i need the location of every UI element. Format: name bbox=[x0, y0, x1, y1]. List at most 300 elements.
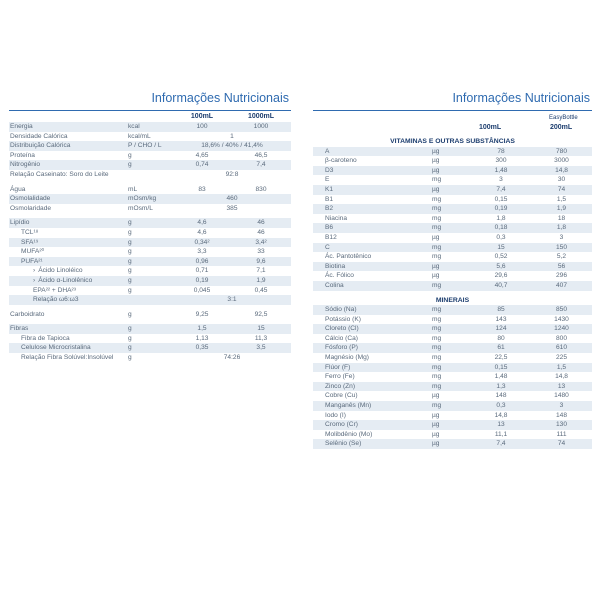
nutrient-label-text: Distribuição Calórica bbox=[10, 142, 71, 150]
nutrient-unit: µg bbox=[432, 233, 440, 241]
nutrient-value-100ml: 0,34² bbox=[173, 238, 231, 248]
nutrient-unit: mg bbox=[432, 334, 442, 342]
nutrient-value-200ml: 780 bbox=[531, 147, 592, 157]
nutrient-label: K1 bbox=[313, 185, 431, 195]
nutrient-label bbox=[9, 286, 127, 296]
nutrient-label: D3 bbox=[313, 166, 431, 176]
nutrient-label: Cromo (Cr) bbox=[313, 420, 431, 430]
nutrient-value-100ml: 0,19 bbox=[173, 276, 231, 286]
nutrient-row bbox=[313, 401, 592, 411]
nutrient-label-text: Relação Fibra Solúvel:Insolúvel bbox=[21, 354, 114, 362]
nutrient-unit: mg bbox=[432, 214, 442, 222]
nutrient-value-200ml: 1,8 bbox=[531, 223, 592, 233]
nutrient-row bbox=[313, 430, 592, 440]
nutrient-value-100ml: 0,96 bbox=[173, 257, 231, 267]
nutrient-unit: mL bbox=[128, 185, 138, 193]
nutrient-label bbox=[9, 247, 127, 257]
nutrient-label-text: TCL¹⁸ bbox=[21, 228, 39, 236]
nutrient-label bbox=[9, 276, 127, 286]
nutrient-value-100ml: 143 bbox=[495, 315, 507, 323]
nutrient-unit: g bbox=[127, 160, 173, 170]
nutrient-unit: µg bbox=[431, 262, 471, 272]
nutrient-value-100ml: 3,3 bbox=[197, 248, 207, 256]
nutrient-unit: mOsm/kg bbox=[127, 194, 173, 204]
nutrient-unit: g bbox=[127, 218, 173, 228]
nutrient-row bbox=[313, 147, 592, 157]
nutrient-row bbox=[9, 228, 291, 238]
nutrient-row bbox=[9, 286, 291, 296]
nutrient-label: Cloreto (Cl) bbox=[313, 324, 431, 334]
nutrient-unit: mg bbox=[432, 373, 442, 381]
nutrient-label: Cobre (Cu) bbox=[325, 392, 358, 400]
nutrient-value-200ml: 56 bbox=[531, 262, 592, 272]
nutrient-unit: g bbox=[128, 334, 132, 342]
nutrient-label: Cálcio (Ca) bbox=[325, 334, 358, 342]
nutrient-value-100ml: 15 bbox=[471, 243, 531, 253]
nutrient-value-200ml: 130 bbox=[531, 420, 592, 430]
nutrient-value-100ml: 85 bbox=[471, 305, 531, 315]
nutrient-row bbox=[9, 122, 291, 132]
nutrient-unit: mg bbox=[432, 176, 442, 184]
nutrient-value-200ml: 14,8 bbox=[531, 166, 592, 176]
nutrient-label bbox=[9, 141, 127, 151]
nutrient-value-200ml: 148 bbox=[555, 411, 567, 419]
nutrient-label: β-caroteno bbox=[325, 157, 357, 165]
nutrient-unit: µg bbox=[431, 185, 471, 195]
nutrient-unit: g bbox=[128, 310, 132, 318]
nutrient-row bbox=[313, 185, 592, 195]
nutrient-value-200ml: 225 bbox=[555, 354, 567, 362]
nutrient-label: Molibdênio (Mo) bbox=[325, 430, 373, 438]
nutrient-label-text: MUFA²⁰ bbox=[21, 248, 45, 256]
nutrient-value-200ml: 407 bbox=[531, 281, 592, 291]
nutrient-value-200ml: 1,5 bbox=[531, 363, 592, 373]
nutrient-label-text: Carboidrato bbox=[10, 310, 45, 318]
nutrient-row bbox=[313, 324, 592, 334]
nutrient-value-100ml: 0,3 bbox=[471, 401, 531, 411]
nutrient-row bbox=[9, 141, 291, 151]
nutrient-unit: mg bbox=[431, 204, 471, 214]
nutrient-label: B1 bbox=[325, 195, 334, 203]
nutrient-value-1000ml: 0,45 bbox=[254, 286, 268, 294]
nutrient-value-200ml: 30 bbox=[557, 176, 566, 184]
nutrient-unit: mg bbox=[431, 243, 471, 253]
nutrient-label-text: Ácido Linoléico bbox=[38, 267, 83, 275]
nutrient-value-1000ml: 1000 bbox=[231, 122, 291, 132]
nutrient-row bbox=[9, 257, 291, 267]
nutrient-value-100ml: 7,4 bbox=[471, 185, 531, 195]
nutrient-row bbox=[9, 160, 291, 170]
right-nutrition-table bbox=[313, 137, 592, 449]
nutrient-value-100ml: 13 bbox=[471, 420, 531, 430]
nutrient-unit: mg bbox=[432, 195, 442, 203]
left-table-header bbox=[9, 111, 291, 122]
nutrient-value-200ml: 13 bbox=[531, 382, 592, 392]
nutrient-row bbox=[9, 247, 291, 257]
nutrient-value-100ml: 7,4 bbox=[471, 439, 531, 449]
nutrient-label bbox=[9, 353, 127, 363]
nutrient-label bbox=[9, 170, 127, 180]
nutrient-row bbox=[9, 295, 291, 305]
nutrient-row bbox=[9, 310, 291, 320]
nutrient-unit: µg bbox=[432, 392, 440, 400]
nutrient-value-100ml: 300 bbox=[495, 157, 507, 165]
nutrient-unit: mg bbox=[432, 253, 442, 261]
nutrient-label-text: Fibras bbox=[10, 325, 29, 333]
nutrient-value-200ml: 1430 bbox=[554, 315, 569, 323]
nutrient-value-1000ml: 15 bbox=[231, 324, 291, 334]
nutrient-row bbox=[313, 305, 592, 315]
nutrient-value-100ml: 0,045 bbox=[193, 286, 211, 294]
nutrient-value-100ml: 0,15 bbox=[471, 363, 531, 373]
nutrient-value-100ml: 0,18 bbox=[471, 223, 531, 233]
nutrient-row bbox=[313, 343, 592, 353]
nutrient-label-text: Lipídio bbox=[10, 219, 30, 227]
nutrient-value-200ml: 3 bbox=[531, 401, 592, 411]
nutrient-row bbox=[313, 156, 592, 166]
nutrient-label: E bbox=[325, 176, 330, 184]
nutrient-value-100ml: 4,6 bbox=[197, 228, 207, 236]
nutrient-value-1000ml: 1,9 bbox=[231, 276, 291, 286]
nutrient-unit: g bbox=[127, 257, 173, 267]
nutrient-value-1000ml: 7,4 bbox=[231, 160, 291, 170]
nutrient-row bbox=[9, 343, 291, 353]
nutrient-label-text: Ácido α-Linolênico bbox=[38, 276, 93, 284]
nutrient-label-text: Fibra de Tapioca bbox=[21, 334, 70, 342]
nutrient-row bbox=[313, 204, 592, 214]
nutrient-unit: mg bbox=[432, 354, 442, 362]
nutrient-row bbox=[313, 281, 592, 291]
nutrient-value-200ml: 111 bbox=[556, 430, 567, 438]
nutrient-value-100ml: 0,15 bbox=[494, 195, 508, 203]
left-nutrition-table bbox=[9, 111, 291, 363]
nutrient-value-100ml: 0,71 bbox=[195, 267, 209, 275]
nutrient-value-100ml: 124 bbox=[471, 324, 531, 334]
nutrient-unit: mg bbox=[431, 281, 471, 291]
nutrient-value-200ml: 850 bbox=[531, 305, 592, 315]
nutrient-label: B12 bbox=[325, 233, 337, 241]
right-col-easybottle: EasyBottle bbox=[549, 115, 578, 121]
nutrient-value-100ml: 3 bbox=[499, 176, 503, 184]
nutrient-label-text: SFA¹⁹ bbox=[21, 238, 39, 246]
nutrient-label bbox=[9, 151, 127, 161]
nutrient-value-merged: 1 bbox=[230, 132, 234, 140]
nutrient-label: Biotina bbox=[313, 262, 431, 272]
nutrient-row bbox=[313, 411, 592, 421]
nutrient-unit: g bbox=[128, 151, 132, 159]
nutrient-label bbox=[9, 194, 127, 204]
nutrient-row bbox=[313, 233, 592, 243]
nutrient-unit: kcal bbox=[127, 122, 173, 132]
nutrient-value-1000ml: 46 bbox=[257, 228, 265, 236]
nutrient-label bbox=[9, 238, 127, 248]
nutrient-value-200ml: 3000 bbox=[554, 157, 569, 165]
nutrient-unit: mg bbox=[432, 315, 442, 323]
nutrient-label-text: Relação ω6:ω3 bbox=[33, 296, 79, 304]
nutrient-value-100ml: 0,35 bbox=[173, 343, 231, 353]
nutrient-label-text: Energia bbox=[10, 123, 33, 130]
nutrient-unit: mg bbox=[431, 343, 471, 353]
nutrient-unit: g bbox=[127, 238, 173, 248]
nutrient-value-100ml: 1,48 bbox=[471, 166, 531, 176]
minerals-header-text: MINERAIS bbox=[313, 296, 592, 306]
nutrient-label: Iodo (I) bbox=[325, 411, 346, 419]
nutrient-value-1000ml: 46,5 bbox=[254, 151, 268, 159]
nutrient-unit: mOsm/L bbox=[128, 204, 153, 212]
nutrient-value-200ml: 74 bbox=[531, 439, 592, 449]
nutrient-label-text: Relação Caseinato: Soro do Leite bbox=[10, 170, 109, 178]
nutrient-row bbox=[9, 324, 291, 334]
nutrient-label bbox=[9, 228, 127, 238]
nutrient-unit bbox=[127, 295, 173, 305]
minerals-section-header bbox=[313, 296, 592, 306]
nutrient-unit: µg bbox=[432, 157, 440, 165]
nutrient-value-100ml: 5,6 bbox=[471, 262, 531, 272]
nutrient-label bbox=[9, 310, 127, 320]
nutrient-unit: g bbox=[127, 324, 173, 334]
nutrient-value-100ml: 1,13 bbox=[195, 334, 209, 342]
nutrient-label: Fósforo (P) bbox=[313, 343, 431, 353]
nutrient-label bbox=[9, 257, 127, 267]
nutrient-label: B2 bbox=[313, 204, 431, 214]
nutrient-row bbox=[313, 271, 592, 281]
nutrient-label: Zinco (Zn) bbox=[313, 382, 431, 392]
nutrient-unit: mg bbox=[431, 363, 471, 373]
nutrient-label-text: Nitrogênio bbox=[10, 161, 41, 169]
nutrient-value-merged: 385 bbox=[226, 204, 238, 212]
nutrient-value-100ml: 4,65 bbox=[195, 151, 209, 159]
nutrient-row bbox=[9, 276, 291, 286]
nutrient-value-100ml: 40,7 bbox=[471, 281, 531, 291]
nutrient-unit: g bbox=[127, 276, 173, 286]
nutrient-row bbox=[313, 391, 592, 401]
nutrient-unit: µg bbox=[431, 166, 471, 176]
nutrient-value-200ml: 1,9 bbox=[531, 204, 592, 214]
nutrient-label: A bbox=[313, 147, 431, 157]
nutrient-label bbox=[9, 160, 127, 170]
nutrient-row bbox=[313, 334, 592, 344]
nutrient-value-100ml: 1,3 bbox=[471, 382, 531, 392]
nutrient-value-200ml: 74 bbox=[531, 185, 592, 195]
bullet-icon: › bbox=[33, 267, 36, 275]
nutrient-value-1000ml: 92,5 bbox=[254, 310, 268, 318]
nutrient-value-merged: 92:8 bbox=[225, 170, 239, 178]
nutrient-value-100ml: 78 bbox=[471, 147, 531, 157]
left-col-100ml: 100mL bbox=[190, 113, 214, 120]
nutrient-value-merged: 460 bbox=[173, 194, 291, 204]
nutrient-row bbox=[313, 353, 592, 363]
nutrient-row bbox=[9, 132, 291, 142]
nutrient-row bbox=[313, 252, 592, 262]
nutrient-label: Potássio (K) bbox=[325, 315, 361, 323]
nutrient-value-100ml: 11,1 bbox=[494, 430, 508, 438]
nutrient-value-100ml: 1,8 bbox=[496, 214, 506, 222]
nutrient-row bbox=[9, 334, 291, 344]
nutrient-label: Niacina bbox=[325, 214, 347, 222]
nutrient-value-100ml: 0,19 bbox=[471, 204, 531, 214]
nutrient-unit: mg bbox=[431, 382, 471, 392]
nutrient-value-100ml: 9,25 bbox=[195, 310, 209, 318]
nutrient-label-text: Densidade Calórica bbox=[10, 132, 68, 140]
nutrient-value-100ml: 1,48 bbox=[494, 373, 508, 381]
nutrient-row bbox=[313, 439, 592, 449]
nutrient-value-200ml: 5,2 bbox=[556, 253, 567, 261]
nutrient-value-1000ml: 11,3 bbox=[254, 334, 268, 342]
nutrient-label: Ferro (Fe) bbox=[325, 373, 355, 381]
nutrient-label bbox=[9, 266, 127, 276]
left-table-body bbox=[9, 122, 291, 363]
nutrient-row bbox=[9, 185, 291, 195]
nutrient-unit: µg bbox=[431, 439, 471, 449]
nutrient-row bbox=[313, 223, 592, 233]
nutrient-value-1000ml: 7,1 bbox=[256, 267, 266, 275]
nutrient-value-200ml: 610 bbox=[531, 343, 592, 353]
nutrient-value-1000ml: 9,6 bbox=[231, 257, 291, 267]
vitamins-section-header bbox=[313, 137, 592, 147]
nutrient-value-100ml: 83 bbox=[198, 185, 206, 193]
nutrient-value-1000ml: 46 bbox=[231, 218, 291, 228]
nutrient-label-text: EPA²² + DHA²³ bbox=[33, 286, 76, 294]
nutrient-value-200ml: 1,5 bbox=[556, 195, 567, 203]
nutrient-value-1000ml: 830 bbox=[255, 185, 267, 193]
nutrient-value-1000ml: 3,5 bbox=[231, 343, 291, 353]
right-col-100ml: 100mL bbox=[479, 124, 502, 131]
nutrient-label: Colina bbox=[313, 281, 431, 291]
nutrient-unit: mg bbox=[431, 401, 471, 411]
nutrient-unit: µg bbox=[431, 420, 471, 430]
nutrient-row bbox=[313, 363, 592, 373]
nutrient-row bbox=[313, 372, 592, 382]
nutrient-label-text: PUFA²¹ bbox=[21, 257, 43, 265]
nutrient-value-100ml: 22,5 bbox=[494, 354, 508, 362]
nutrient-label bbox=[9, 204, 127, 214]
nutrient-label: Ác. Pantotênico bbox=[325, 253, 372, 261]
nutrient-value-100ml: 100 bbox=[173, 122, 231, 132]
nutrient-row bbox=[313, 382, 592, 392]
nutrient-row bbox=[9, 194, 291, 204]
bullet-icon: › bbox=[33, 276, 36, 284]
nutrient-label bbox=[9, 295, 127, 305]
nutrient-label bbox=[9, 132, 127, 142]
nutrient-value-100ml: 148 bbox=[495, 392, 507, 400]
nutrient-row bbox=[313, 315, 592, 325]
nutrient-value-100ml: 0,74 bbox=[173, 160, 231, 170]
nutrient-row bbox=[9, 204, 291, 214]
nutrient-row bbox=[9, 266, 291, 276]
nutrient-row bbox=[9, 238, 291, 248]
nutrient-value-100ml: 80 bbox=[497, 334, 505, 342]
nutrient-label: B6 bbox=[313, 223, 431, 233]
nutrient-row bbox=[313, 175, 592, 185]
nutrient-label bbox=[9, 185, 127, 195]
nutrient-value-100ml: 61 bbox=[471, 343, 531, 353]
nutrient-label bbox=[9, 122, 127, 132]
nutrient-value-merged: 74:26 bbox=[223, 354, 241, 362]
right-table-header bbox=[313, 111, 592, 137]
left-col-1000ml: 1000mL bbox=[247, 113, 275, 120]
nutrient-label bbox=[9, 334, 127, 344]
nutrient-value-200ml: 800 bbox=[555, 334, 567, 342]
nutrient-label: Flúor (F) bbox=[313, 363, 431, 373]
nutrient-label bbox=[9, 343, 127, 353]
nutrient-row bbox=[313, 195, 592, 205]
nutrient-unit: µg bbox=[431, 147, 471, 157]
nutrient-unit: µg bbox=[432, 430, 440, 438]
nutrient-label: C bbox=[313, 243, 431, 253]
nutrient-unit: µg bbox=[432, 272, 440, 280]
nutrient-value-merged: 18,6% / 40% / 41,4% bbox=[173, 141, 291, 151]
nutrient-unit: mg bbox=[431, 223, 471, 233]
left-panel-title: Informações Nutricionais bbox=[9, 88, 291, 111]
nutrient-value-100ml: 29,6 bbox=[494, 272, 508, 280]
right-col-200ml: 200mL bbox=[550, 124, 573, 131]
nutrient-value-100ml: 0,52 bbox=[494, 253, 508, 261]
nutrition-panel-left bbox=[9, 88, 291, 363]
nutrient-label-text: Osmolaridade bbox=[10, 204, 52, 212]
nutrient-unit: g bbox=[127, 343, 173, 353]
nutrient-value-200ml: 18 bbox=[557, 214, 566, 222]
nutrient-unit: g bbox=[128, 248, 132, 256]
nutrient-unit bbox=[127, 170, 173, 180]
nutrient-unit: P / CHO / L bbox=[127, 141, 173, 151]
nutrient-row bbox=[9, 170, 291, 180]
nutrient-value-1000ml: 3,4² bbox=[231, 238, 291, 248]
nutrient-row bbox=[313, 243, 592, 253]
nutrient-row bbox=[9, 151, 291, 161]
nutrient-label-text: Proteína bbox=[10, 151, 35, 159]
nutrient-unit: g bbox=[128, 228, 132, 236]
nutrient-unit: mg bbox=[431, 324, 471, 334]
nutrient-unit: g bbox=[128, 286, 132, 294]
nutrient-unit: g bbox=[128, 354, 132, 362]
nutrient-row bbox=[313, 262, 592, 272]
nutrient-label bbox=[9, 218, 127, 228]
minerals-table-body bbox=[313, 305, 592, 449]
nutrient-value-200ml: 296 bbox=[555, 272, 567, 280]
nutrient-unit: kcal/mL bbox=[128, 132, 151, 140]
nutrition-panel-right bbox=[313, 88, 592, 449]
nutrient-unit: mg bbox=[431, 305, 471, 315]
nutrient-label-text: Osmolalidade bbox=[10, 195, 51, 203]
nutrient-value-200ml: 14,8 bbox=[555, 373, 568, 381]
nutrient-value-merged: 3:1 bbox=[173, 295, 291, 305]
nutrient-row bbox=[313, 214, 592, 224]
nutrient-row bbox=[9, 218, 291, 228]
right-panel-title: Informações Nutricionais bbox=[313, 88, 592, 111]
nutrient-row bbox=[313, 166, 592, 176]
nutrient-unit: g bbox=[128, 267, 132, 275]
nutrient-label: Selênio (Se) bbox=[313, 439, 431, 449]
nutrient-label-text: Celulose Microcristalina bbox=[21, 344, 91, 352]
vitamins-header-text: VITAMINAS E OUTRAS SUBSTÂNCIAS bbox=[313, 137, 592, 147]
nutrient-value-100ml: 4,6 bbox=[173, 218, 231, 228]
nutrient-value-200ml: 150 bbox=[531, 243, 592, 253]
nutrient-value-100ml: 0,3 bbox=[496, 233, 506, 241]
nutrient-label: Sódio (Na) bbox=[313, 305, 431, 315]
nutrient-value-200ml: 3 bbox=[559, 233, 564, 241]
nutrient-value-200ml: 1480 bbox=[554, 392, 569, 400]
nutrient-label-text: Água bbox=[10, 185, 26, 193]
nutrient-value-200ml: 1240 bbox=[531, 324, 592, 334]
nutrient-label: Magnésio (Mg) bbox=[325, 354, 369, 362]
nutrient-label: Ác. Fólico bbox=[325, 272, 354, 280]
vitamins-table-body bbox=[313, 147, 592, 291]
nutrient-value-100ml: 14,8 bbox=[494, 411, 508, 419]
nutrient-label bbox=[9, 324, 127, 334]
nutrient-row bbox=[9, 353, 291, 363]
nutrient-value-1000ml: 33 bbox=[257, 248, 265, 256]
nutrient-row bbox=[313, 420, 592, 430]
